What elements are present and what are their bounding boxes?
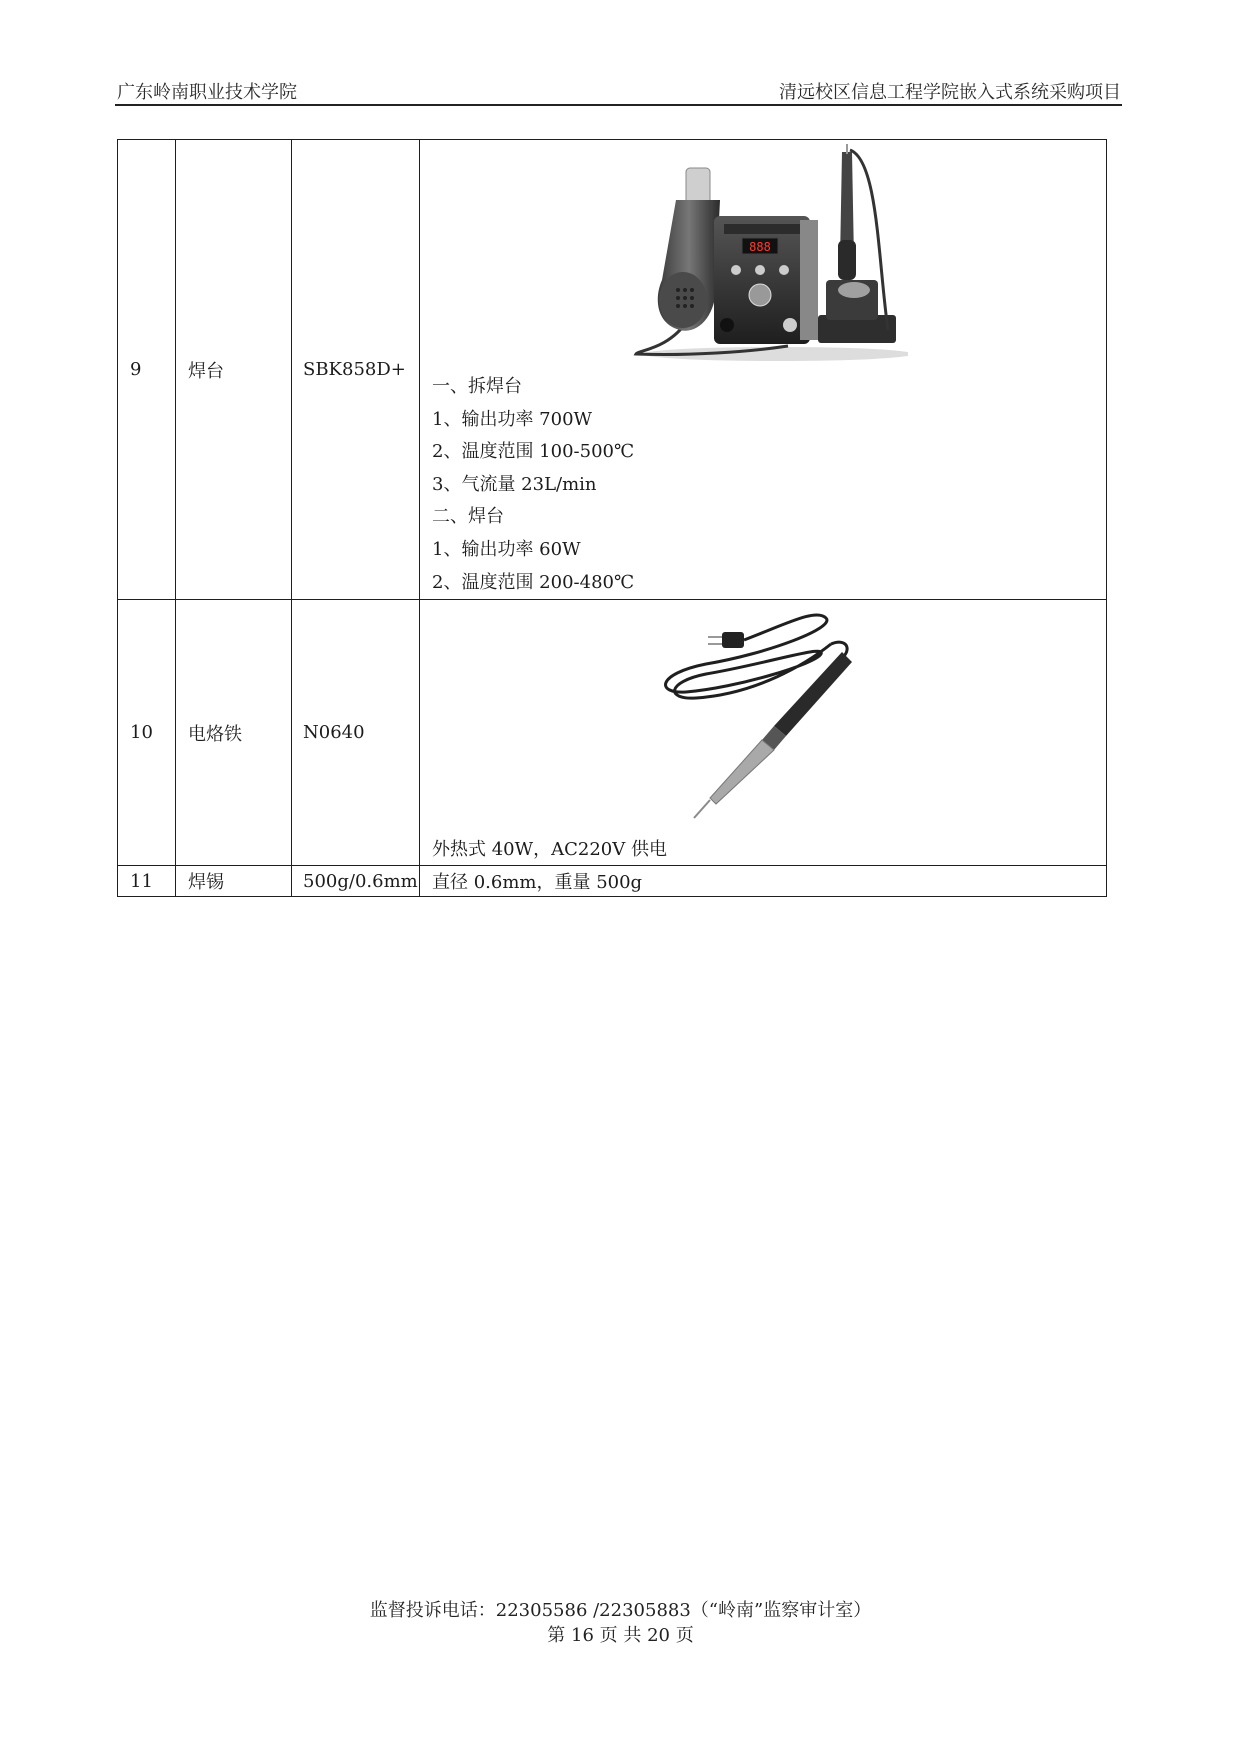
soldering-station-photo [628, 140, 908, 365]
item-number: 9 [118, 140, 176, 600]
item-description-text: 直径 0.6mm，重量 500g [420, 866, 1107, 897]
spec-line: 1、输出功率 60W [432, 538, 581, 560]
table-row [118, 866, 1107, 897]
item-number: 10 [118, 600, 176, 866]
page-number: 第 16 页 共 20 页 [547, 1625, 694, 1646]
complaint-hotline: 监督投诉电话：22305586 /22305883（“岭南”监察审计室） [369, 1600, 872, 1621]
equipment-table [117, 139, 1107, 897]
spec-line: 2、温度范围 100-500℃ [432, 441, 635, 463]
header-school-name: 广东岭南职业技术学院 [117, 82, 297, 103]
item-name: 电烙铁 [176, 600, 292, 866]
item-number: 11 [118, 866, 176, 897]
spec-line: 一、拆焊台 [432, 376, 522, 397]
item-description [420, 140, 1107, 600]
item-model: N0640 [292, 600, 420, 866]
item-model: SBK858D+ [292, 140, 420, 600]
spec-line: 1、输出功率 700W [432, 408, 593, 430]
table-row [118, 140, 1107, 600]
item-name: 焊锡 [176, 866, 292, 897]
spec-line: 2、温度范围 200-480℃ [432, 571, 635, 593]
item-model: 500g/0.6mm [292, 866, 420, 897]
soldering-iron-photo [646, 604, 886, 829]
item-description-text: 外热式 40W，AC220V 供电 [432, 839, 667, 861]
item-name: 焊台 [176, 140, 292, 600]
spec-list [432, 371, 1106, 599]
spec-line: 3、气流量 23L/min [432, 473, 597, 495]
item-description [420, 600, 1107, 866]
table-row [118, 600, 1107, 866]
header-divider [115, 104, 1122, 106]
station-display-readout: 888 [749, 240, 771, 254]
header-project-title: 清远校区信息工程学院嵌入式系统采购项目 [779, 82, 1121, 103]
spec-line: 二、焊台 [432, 506, 504, 528]
